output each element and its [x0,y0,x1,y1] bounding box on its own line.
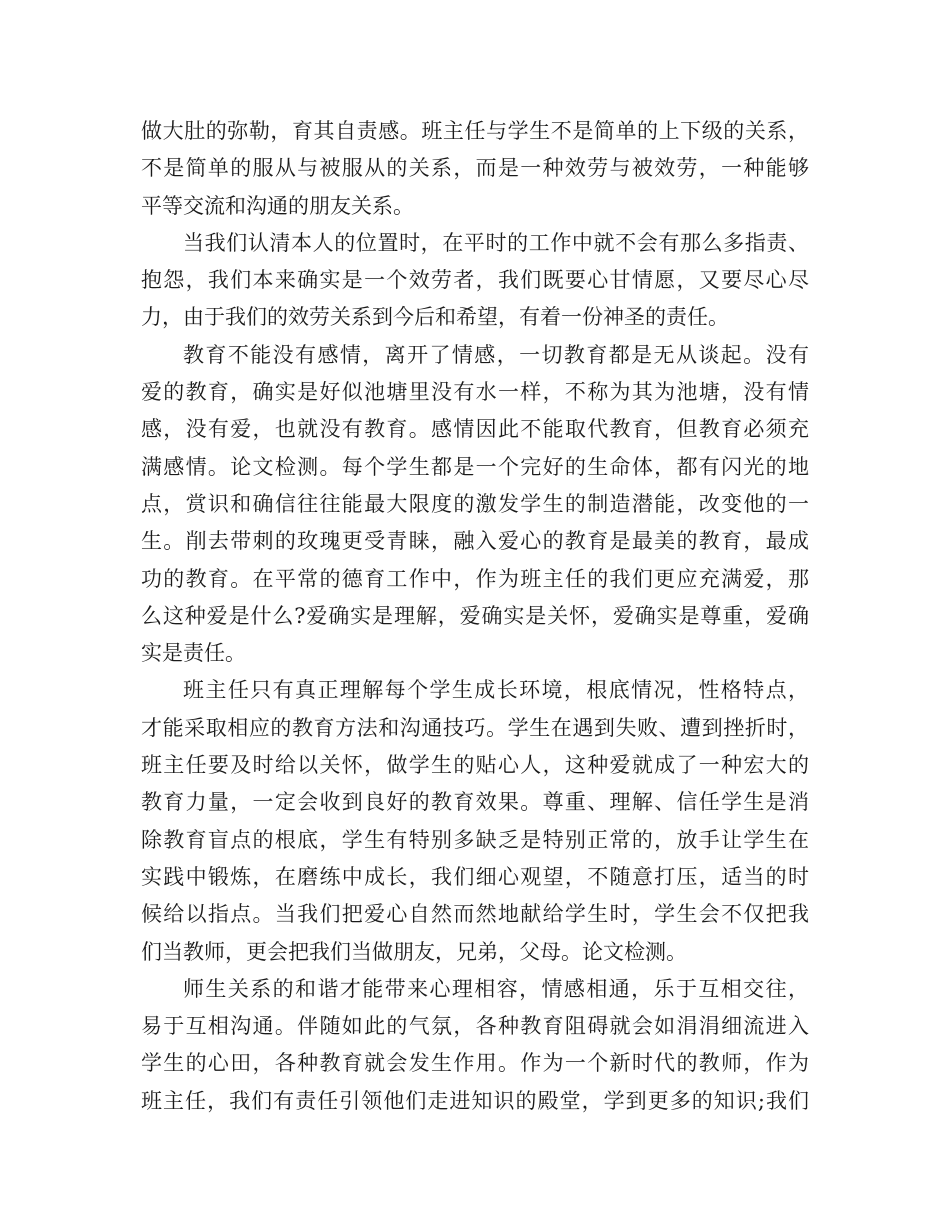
text-line: 学生的心田，各种教育就会发生作用。作为一个新时代的教师，作为 [141,1051,809,1076]
text-line: 师生关系的和谐才能带来心理相容，情感相通，乐于互相交往， [183,976,809,1001]
document-body [141,113,809,1120]
text-line: 才能采取相应的教育方法和沟通技巧。学生在遇到失败、遭到挫折时， [141,715,809,740]
text-line: 当我们认清本人的位置时，在平时的工作中就不会有那么多指责、 [183,230,809,255]
text-line: 力，由于我们的效劳关系到今后和希望，有着一份神圣的责任。 [141,305,729,330]
text-line: 么这种爱是什么?爱确实是理解，爱确实是关怀，爱确实是尊重，爱确 [141,603,809,628]
text-line: 爱的教育，确实是好似池塘里没有水一样，不称为其为池塘，没有情 [141,380,809,405]
text-line: 易于互相沟通。伴随如此的气氛，各种教育阻碍就会如涓涓细流进入 [141,1014,809,1039]
text-line: 平等交流和沟通的朋友关系。 [141,193,414,218]
text-line: 点，赏识和确信往往能最大限度的激发学生的制造潜能，改变他的一 [141,491,809,516]
text-line: 候给以指点。当我们把爱心自然而然地献给学生时，学生会不仅把我 [141,902,809,927]
text-line: 教育不能没有感情，离开了情感，一切教育都是无从谈起。没有 [183,342,809,367]
text-line: 班主任只有真正理解每个学生成长环境，根底情况，性格特点， [183,678,809,703]
text-line: 实是责任。 [141,641,246,666]
text-line: 不是简单的服从与被服从的关系，而是一种效劳与被效劳，一种能够 [141,156,809,181]
text-line: 班主任要及时给以关怀，做学生的贴心人，这种爱就成了一种宏大的 [141,753,809,778]
text-line: 除教育盲点的根底，学生有特别多缺乏是特别正常的，放手让学生在 [141,827,809,852]
text-line: 抱怨，我们本来确实是一个效劳者，我们既要心甘情愿，又要尽心尽 [141,268,809,293]
text-line: 功的教育。在平常的德育工作中，作为班主任的我们更应充满爱，那 [141,566,809,591]
text-line: 生。削去带刺的玫瑰更受青睐，融入爱心的教育是最美的教育，最成 [141,529,809,554]
text-line: 班主任，我们有责任引领他们走进知识的殿堂，学到更多的知识;我们 [141,1088,809,1113]
text-line: 感，没有爱，也就没有教育。感情因此不能取代教育，但教育必须充 [141,417,809,442]
text-line: 实践中锻炼，在磨练中成长，我们细心观望，不随意打压，适当的时 [141,864,809,889]
text-line: 教育力量，一定会收到良好的教育效果。尊重、理解、信任学生是消 [141,790,809,815]
text-line: 们当教师，更会把我们当做朋友，兄弟，父母。论文检测。 [141,939,687,964]
text-line: 满感情。论文检测。每个学生都是一个完好的生命体，都有闪光的地 [141,454,809,479]
text-line: 做大肚的弥勒，育其自责感。班主任与学生不是简单的上下级的关系， [141,119,809,143]
